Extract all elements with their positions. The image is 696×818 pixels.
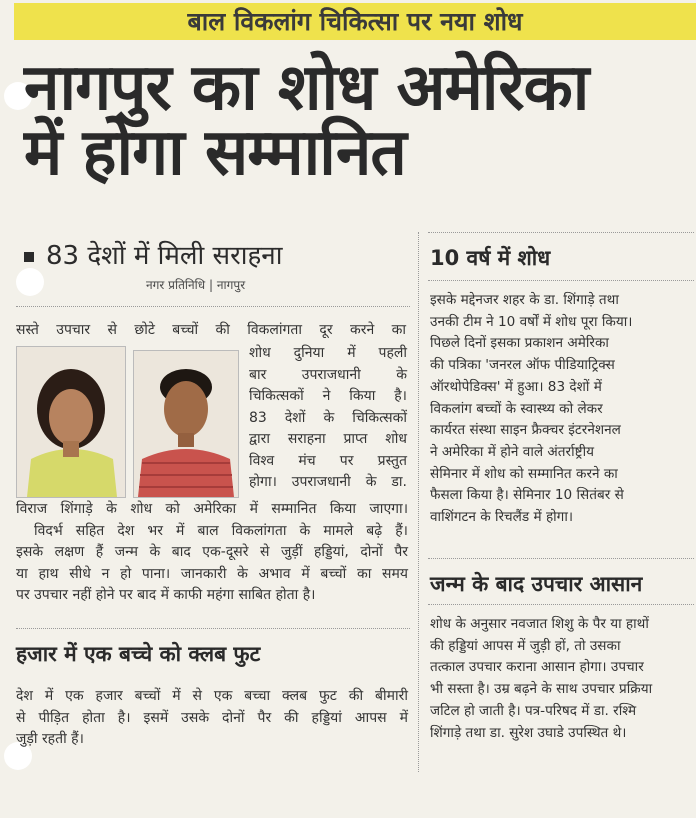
research-line: की पत्रिका 'जनरल ऑफ पीडियाट्रिक्स: [430, 357, 615, 374]
beside-line: विश्व मंच पर प्रस्तुत: [249, 452, 407, 469]
section-heading-research: 10 वर्ष में शोध: [430, 246, 551, 270]
photo-woman: [16, 346, 126, 498]
byline-city: नागपुर: [216, 278, 246, 292]
section-text-research: [430, 290, 690, 529]
section-heading-treatment: जन्म के बाद उपचार आसान: [430, 572, 643, 596]
research-line: ने अमेरिका में होने वाले अंतर्राष्ट्रीय: [430, 443, 594, 460]
byline-reporter: नगर प्रतिनिधि: [146, 278, 206, 292]
paragraph-main: [16, 499, 408, 607]
research-line: वाशिंगटन के रिचलैंड में होगा।: [430, 509, 574, 526]
section-heading-club-foot: हजार में एक बच्चे को क्लब फुट: [16, 642, 261, 666]
subheadline: [24, 236, 282, 272]
headline-line-1: नागपुर का शोध अमेरिका: [24, 51, 589, 125]
divider-left-mid: [16, 628, 410, 629]
punch-hole-middle: [16, 268, 44, 296]
treatment-line: जटिल हो जाती है। पत्र-परिषद में डा. रश्मि: [430, 702, 637, 719]
research-line: सेमिनार में शोध को सम्मानित करने का: [430, 465, 618, 482]
research-line: इसके मद्देनजर शहर के डा. शिंगाड़े तथा: [430, 292, 619, 308]
para2-line: पर उपचार नहीं होने पर बाद में काफी महंगा साबित होता है।: [16, 587, 316, 603]
beside-line: शोध दुनिया में पहली: [249, 345, 407, 361]
column-divider: [418, 232, 419, 772]
treatment-line: शोध के अनुसार नवजात शिशु के पैर या हाथों: [430, 616, 649, 632]
research-line: विकलांग बच्चों के स्वास्थ्य को लेकर: [430, 400, 603, 417]
divider-right-under-heading: [428, 280, 694, 281]
divider-under-byline: [16, 306, 410, 307]
clubfoot-line: जुड़ी रहती हैं।: [16, 731, 84, 747]
beside-line: होगा। उपराजधानी के डा.: [249, 474, 407, 490]
headline: [24, 51, 694, 190]
kicker-banner: बाल विकलांग चिकित्सा पर नया शोध: [14, 3, 696, 40]
byline-separator: |: [209, 278, 214, 292]
subheadline-text: 83 देशों में मिली सराहना: [46, 241, 283, 271]
divider-right-mid: [428, 558, 694, 559]
divider-right-top: [428, 232, 694, 233]
photo-man: [133, 350, 239, 498]
intro-top-line: सस्ते उपचार से छोटे बच्चों की विकलांगता दूर करने का: [16, 322, 406, 338]
beside-line: 83 देशों के चिकित्सकों: [249, 409, 407, 426]
bullet-square-icon: [24, 252, 34, 262]
research-line: उनकी टीम ने 10 वर्षों में शोध पूरा किया।: [430, 313, 633, 330]
research-line: पिछले दिनों इसका प्रकाशन अमेरिका: [430, 335, 609, 352]
section-text-treatment: [430, 614, 690, 744]
section-text-club-foot: [16, 686, 408, 751]
headline-line-2: में होगा सम्मानित: [24, 116, 406, 190]
divider-right-under-heading-2: [428, 604, 694, 605]
research-line: कार्यरत संस्था साइन फ्रैक्चर इंटरनेशनल: [430, 422, 621, 439]
research-line: ऑरथोपेडिक्स' में हुआ। 83 देशों में: [430, 378, 602, 395]
para2-line: या हाथ सीधे न हो पाना। जानकारी के अभाव में बच्चों का समय: [16, 565, 408, 582]
treatment-line: भी सस्ता है। उम्र बढ़ने के साथ उपचार प्रक्रिया: [430, 681, 653, 698]
beside-line: चिकित्सकों ने किया है।: [249, 388, 407, 404]
text-beside-photos: [249, 343, 407, 494]
beside-line: बार उपराजधानी के: [249, 366, 407, 383]
para2-line: इसके लक्षण हैं जन्म के बाद एक-दूसरे से जुड़ीं हड्डियां, दोनों पैर: [16, 544, 408, 560]
clubfoot-line: से पीड़ित होता है। इसमें उसके दोनों पैर की हड्डियां आपस में: [16, 709, 408, 726]
research-line: फैसला किया है। सेमिनार 10 सितंबर से: [430, 487, 624, 504]
treatment-line: तत्काल उपचार कराना आसान होगा। उपचार: [430, 659, 644, 676]
treatment-line: शिंगाड़े तथा डा. सुरेश उघाडे उपस्थित थे।: [430, 724, 627, 741]
beside-line: द्वारा सराहना प्राप्त शोध: [249, 431, 407, 447]
treatment-line: की हड्डियां आपस में जुड़ी हों, तो उसका: [430, 637, 621, 654]
byline: [146, 276, 245, 293]
clubfoot-line: देश में एक हजार बच्चों में से एक बच्चा क्लब फुट की बीमारी: [16, 688, 408, 704]
after-photos-line: विराज शिंगाड़े के शोध को अमेरिका में सम्मानित किया जाएगा।: [16, 501, 408, 517]
para2-line: विदर्भ सहित देश भर में बाल विकलांगता के मामले बढ़े हैं।: [34, 522, 408, 539]
